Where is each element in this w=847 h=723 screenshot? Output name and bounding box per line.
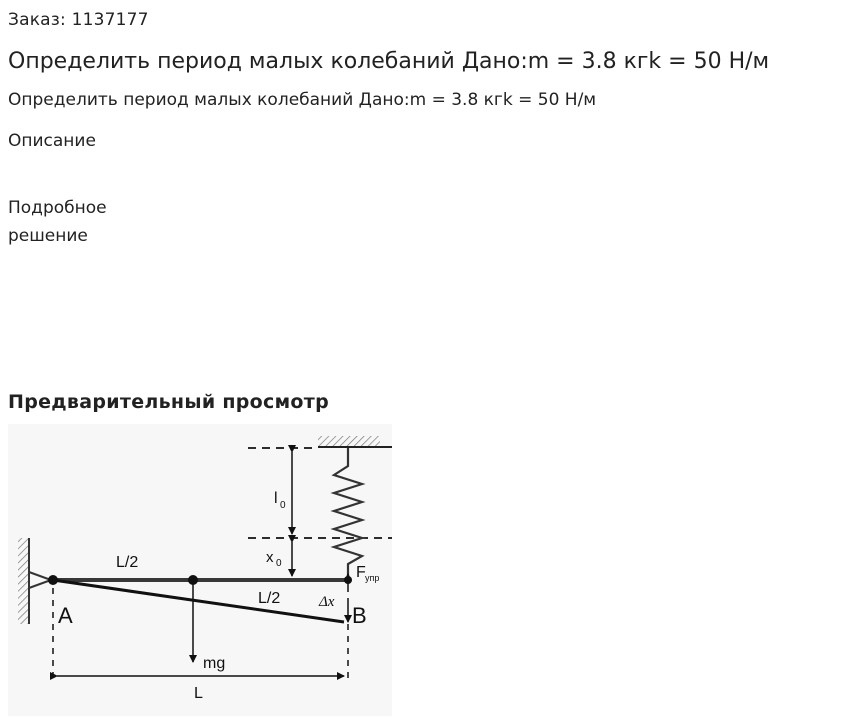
order-number: Заказ: 1137177: [8, 10, 149, 30]
label-spring-force: F: [356, 564, 366, 581]
description-heading: Описание: [8, 131, 96, 151]
pivot-point-a: [48, 575, 58, 585]
label-point-b: B: [352, 603, 367, 628]
label-half-length-left: L/2: [116, 554, 139, 571]
task-summary: Определить период малых колебаний Дано:m = 3.8 кгk = 50 Н/м: [8, 90, 597, 110]
page-title: Определить период малых колебаний Дано:m = 3.8 кгk = 50 Н/м: [8, 49, 770, 74]
label-spring-force-subscript: упр: [365, 573, 380, 583]
label-static-deflection-subscript: 0: [276, 558, 282, 569]
label-weight: mg: [203, 655, 226, 672]
label-spring-length-subscript: 0: [280, 500, 286, 511]
label-length: L: [194, 685, 203, 702]
detailed-solution-label: Подробное решение: [8, 198, 107, 246]
label-displacement: Δx: [319, 594, 335, 610]
label-static-deflection: x: [266, 549, 274, 566]
figure-background: [8, 424, 392, 716]
preview-heading: Предварительный просмотр: [8, 391, 329, 413]
physics-diagram: [8, 424, 392, 716]
label-point-a: A: [58, 603, 73, 628]
label-half-length-right: L/2: [258, 590, 281, 607]
label-spring-length: l: [274, 490, 278, 507]
preview-figure: [8, 424, 392, 716]
